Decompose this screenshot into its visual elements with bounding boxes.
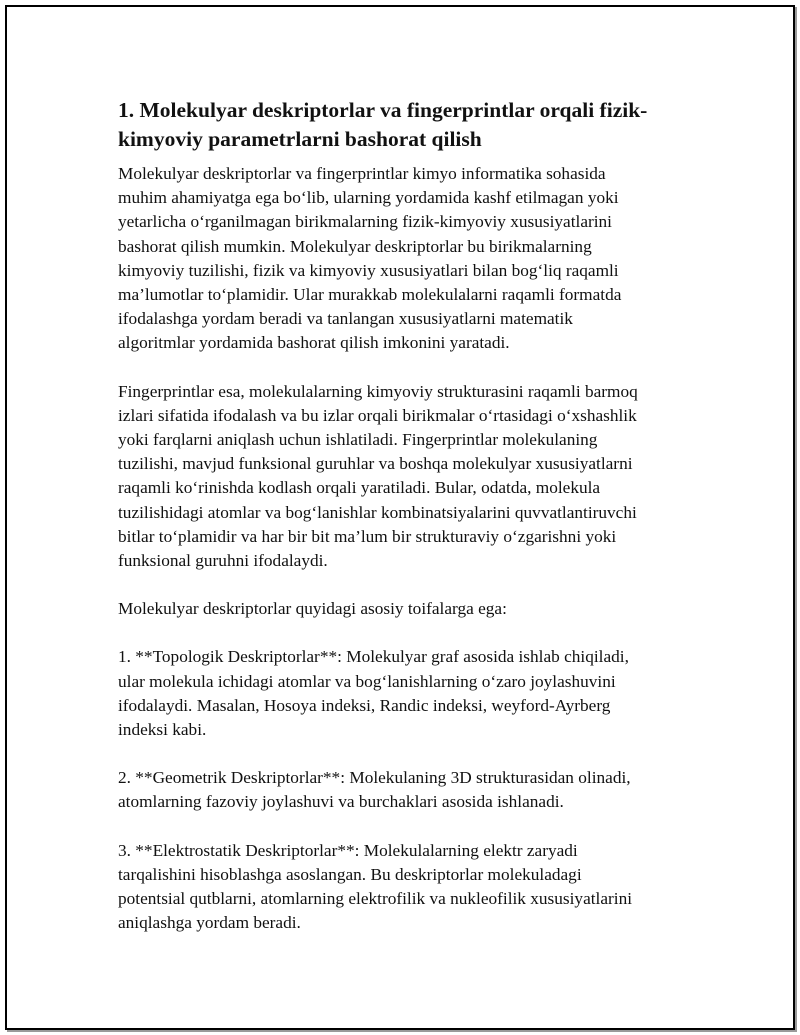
paragraph-fingerprints: Fingerprintlar esa, molekulalarning kimyoviy strukturasini raqamli barmoq izlari sifatida ifodalash va bu izlar orqali birikmalar o‘rtasidagi o‘xshashlik yoki farqlarni aniqlash uchun ishlatiladi. Fingerprintlar molekulaning tuzilishi, mavjud funksional guruhlar va boshqa molekulyar xususiyatlarni raqamli ko‘rinishda kodlash orqali yaratiladi. Bular, odatda, molekula tuzilishidagi atomlar va bog‘lanishlar kombinatsiyalarini quvvatlantiruvchi bitlar to‘plamidir va har bir bit ma’lum bir strukturaviy o‘zgarishni yoki funksional guruhni ifodalaydi. <box>118 381 638 571</box>
paragraph-categories-intro: Molekulyar deskriptorlar quyidagi asosiy toifalarga ega: <box>118 599 507 619</box>
list-item-topological: 1. **Topologik Deskriptorlar**: Molekulyar graf asosida ishlab chiqiladi, ular molekula ichidagi atomlar va bog‘lanishlarning o‘zaro joylashuvini ifodalaydi. Masalan, Hosoya indeksi, Randic indeksi, weyford-Ayrberg indeksi kabi. <box>118 647 629 740</box>
document-page <box>5 5 795 1030</box>
list-item-electrostatic: 3. **Elektrostatik Deskriptorlar**: Molekulalarning elektr zaryadi tarqalishini hisoblashga asoslangan. Bu deskriptorlar molekuladagi potentsial qutblarni, atomlarning elektrofilik va nukleofilik xususiyatlarini aniqlashga yordam beradi. <box>118 840 633 933</box>
list-item-geometric: 2. **Geometrik Deskriptorlar**: Molekulaning 3D strukturasidan olinadi, atomlarning fazoviy joylashuvi va burchaklari asosida ishlanadi. <box>118 768 631 812</box>
section-heading: 1. Molekulyar deskriptorlar va fingerprintlar orqali fizik- kimyoviy parametrlarni bashorat qilish <box>118 98 648 151</box>
paragraph-intro: Molekulyar deskriptorlar va fingerprintlar kimyo informatika sohasida muhim ahamiyatga ega bo‘lib, ularning yordamida kashf etilmagan yoki yetarlicha o‘rganilmagan birikmalarning fizik-kimyoviy xususiyatlarini bashorat qilish mumkin. Molekulyar deskriptorlar bu birikmalarning kimyoviy tuzilishi, fizik va kimyoviy xususiyatlari bilan bog‘liq raqamli ma’lumotlar to‘plamidir. Ular murakkab molekulalarni raqamli formatda ifodalashga yordam beradi va tanlangan xususiyatlarni matematik algoritmlar yordamida bashorat qilish imkonini yaratadi. <box>118 164 622 353</box>
document-body <box>118 96 698 959</box>
